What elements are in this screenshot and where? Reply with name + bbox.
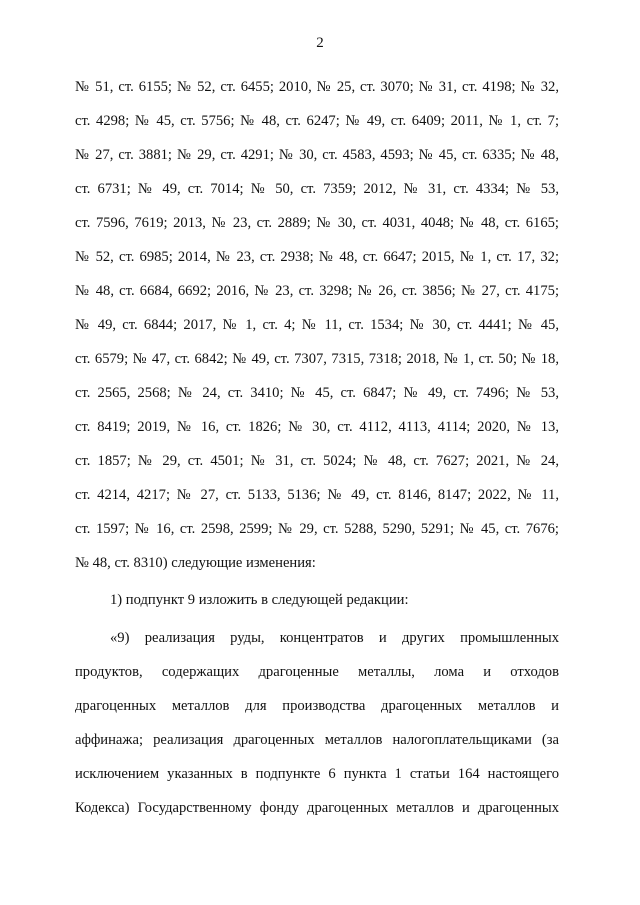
text-line: ст. 7596, 7619; 2013, № 23, ст. 2889; № 30, ст. 4031, 4048; № 48, ст. 6165;: [75, 215, 559, 231]
page-number: 2: [316, 35, 324, 51]
text-line: Кодекса) Государственному фонду драгоценных металлов и драгоценных: [75, 800, 559, 816]
text-line: № 48, ст. 6684, 6692; 2016, № 23, ст. 3298; № 26, ст. 3856; № 27, ст. 4175;: [75, 283, 559, 299]
text-line: ст. 4214, 4217; № 27, ст. 5133, 5136; № 49, ст. 8146, 8147; 2022, № 11,: [75, 487, 559, 503]
text-line: № 52, ст. 6985; 2014, № 23, ст. 2938; № 48, ст. 6647; 2015, № 1, ст. 17, 32;: [75, 249, 559, 265]
text-line: аффинажа; реализация драгоценных металлов налогоплательщиками (за: [75, 732, 559, 748]
text-line: продуктов, содержащих драгоценные металлы, лома и отходов: [75, 664, 559, 680]
text-line: ст. 6731; № 49, ст. 7014; № 50, ст. 7359; 2012, № 31, ст. 4334; № 53,: [75, 181, 559, 197]
text-line: № 49, ст. 6844; 2017, № 1, ст. 4; № 11, ст. 1534; № 30, ст. 4441; № 45,: [75, 317, 559, 333]
text-line: № 27, ст. 3881; № 29, ст. 4291; № 30, ст. 4583, 4593; № 45, ст. 6335; № 48,: [75, 147, 559, 163]
text-line: № 51, ст. 6155; № 52, ст. 6455; 2010, № 25, ст. 3070; № 31, ст. 4198; № 32,: [75, 79, 559, 95]
subparagraph-heading: 1) подпункт 9 изложить в следующей редакции:: [110, 592, 409, 608]
text-line: ст. 8419; 2019, № 16, ст. 1826; № 30, ст. 4112, 4113, 4114; 2020, № 13,: [75, 419, 559, 435]
text-line: ст. 6579; № 47, ст. 6842; № 49, ст. 7307, 7315, 7318; 2018, № 1, ст. 50; № 18,: [75, 351, 559, 367]
text-line: ст. 2565, 2568; № 24, ст. 3410; № 45, ст. 6847; № 49, ст. 7496; № 53,: [75, 385, 559, 401]
text-line: исключением указанных в подпункте 6 пункта 1 статьи 164 настоящего: [75, 766, 559, 782]
text-line: ст. 1597; № 16, ст. 2598, 2599; № 29, ст. 5288, 5290, 5291; № 45, ст. 7676;: [75, 521, 559, 537]
text-line: ст. 4298; № 45, ст. 5756; № 48, ст. 6247; № 49, ст. 6409; 2011, № 1, ст. 7;: [75, 113, 559, 129]
text-line: драгоценных металлов для производства драгоценных металлов и: [75, 698, 559, 714]
text-line: «9) реализация руды, концентратов и других промышленных: [110, 630, 559, 646]
text-line: ст. 1857; № 29, ст. 4501; № 31, ст. 5024; № 48, ст. 7627; 2021, № 24,: [75, 453, 559, 469]
text-line: № 48, ст. 8310) следующие изменения:: [75, 555, 316, 571]
